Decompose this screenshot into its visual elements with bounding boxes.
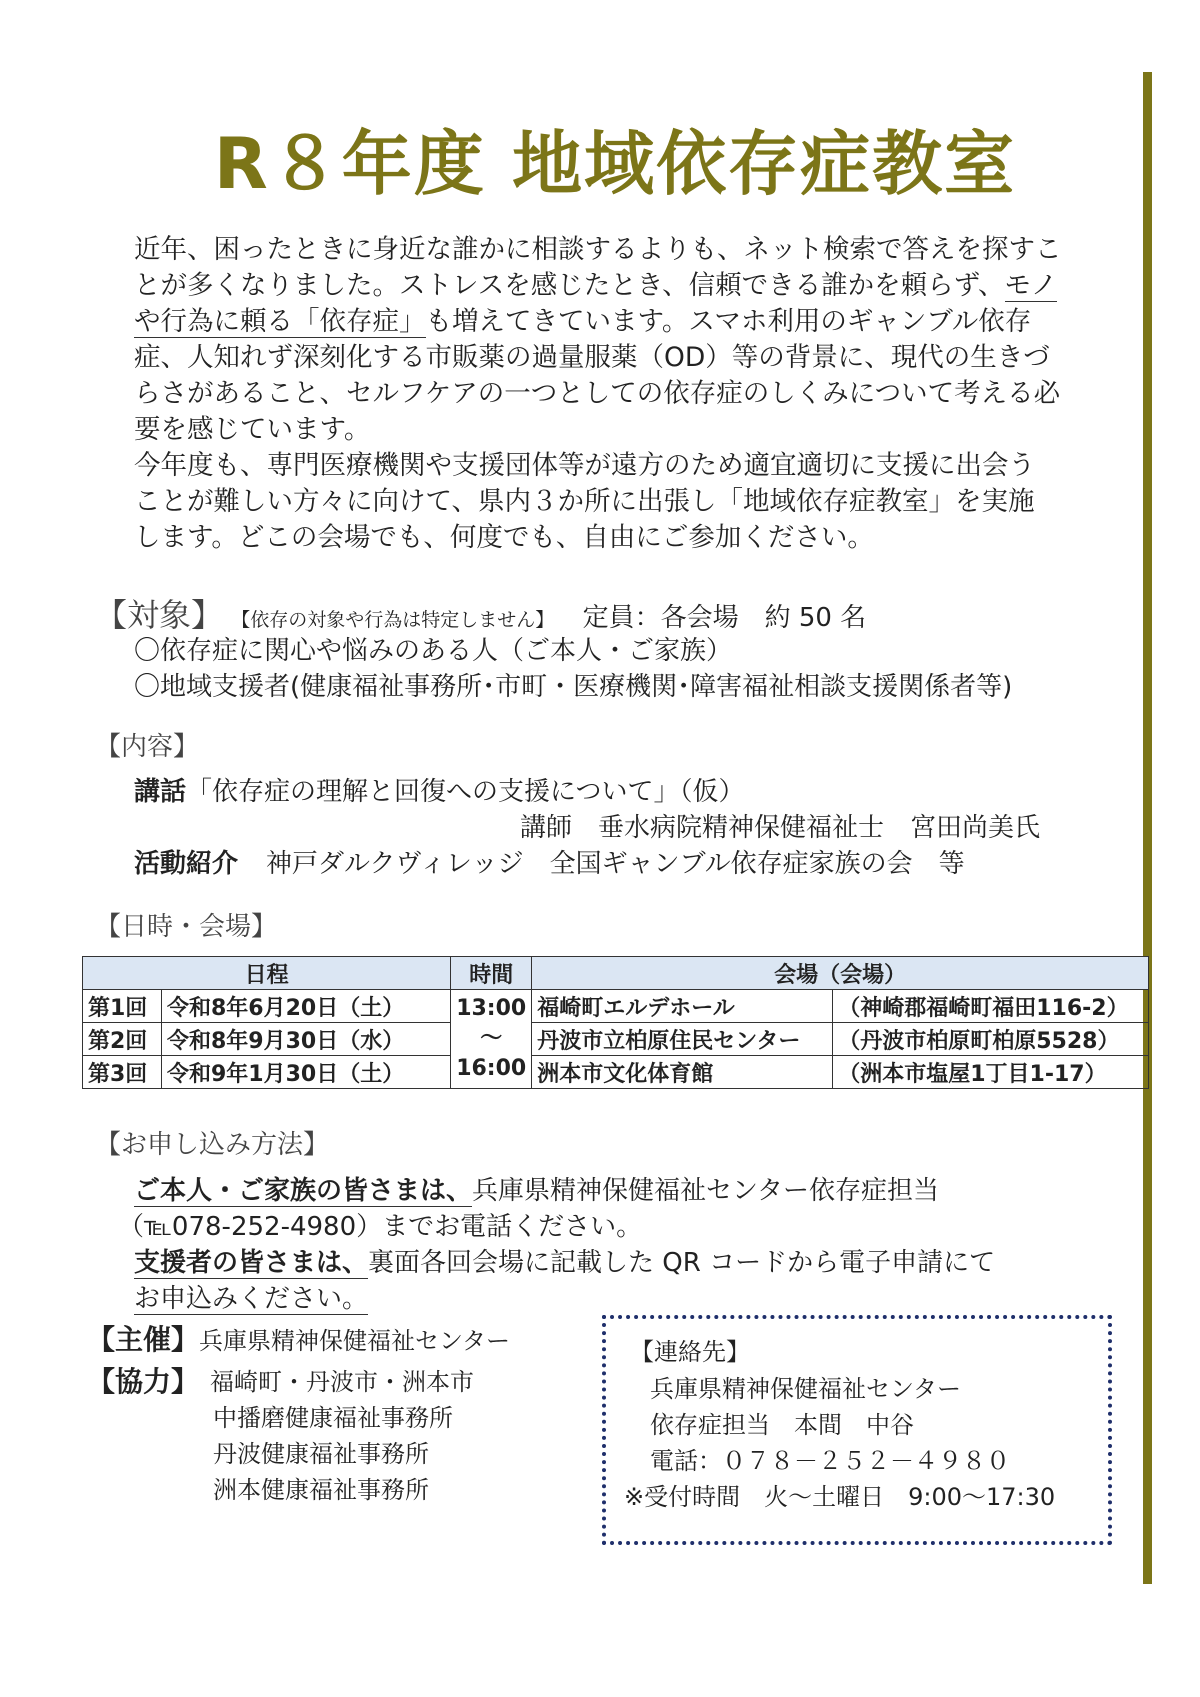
intro-line: 近年、困ったときに身近な誰かに相談するよりも、ネット検索で答えを探すこ (134, 234, 1062, 265)
organizer-line (87, 1318, 510, 1358)
support-text: 裏面各回会場に記載した QR コードから電子申請にて (368, 1248, 996, 1278)
lecture-title: 「依存症の理解と回復への支援について」（仮） (186, 777, 745, 807)
intro-line: とが多くなりました。ストレスを感じたとき、信頼できる誰かを頼らず、モノ (134, 270, 1058, 301)
content-heading: 【内容】 (95, 732, 200, 762)
target-heading: 【対象】 (95, 596, 224, 634)
venue-address: （丹波市柏原町柏原5528） (833, 1023, 1149, 1056)
side-accent-bar (1143, 72, 1152, 1584)
session-date: 令和8年9月30日（水） (162, 1023, 451, 1056)
intro-line: します。どこの会場でも、何度でも、自由にご参加ください。 (134, 522, 874, 553)
support-label: 支援者の皆さまは、 (134, 1248, 369, 1278)
contact-staff: 依存症担当 本間 中谷 (650, 1411, 914, 1439)
contact-org: 兵庫県精神保健福祉センター (650, 1375, 962, 1403)
table-header-row (83, 957, 1149, 990)
underlined-text: モノ (1004, 270, 1058, 301)
organizer-name: 兵庫県精神保健福祉センター (199, 1327, 511, 1355)
schedule-table (82, 956, 1149, 1089)
table-row (83, 1056, 1149, 1089)
cooperation-item: 洲本健康福祉事務所 (213, 1476, 429, 1504)
cooperation-item: 丹波健康福祉事務所 (213, 1440, 429, 1468)
self-label: ご本人・ご家族の皆さまは、 (134, 1176, 473, 1206)
target-item: 〇依存症に関心や悩みのある人（ご本人・ご家族） (134, 636, 733, 666)
cooperation-label: 【協力】 (87, 1365, 200, 1398)
column-header: 日程 (83, 957, 451, 990)
session-no: 第3回 (83, 1056, 162, 1089)
intro-line: 症、人知れず深刻化する市販薬の過量服薬（OD）等の背景に、現代の生きづ (134, 342, 1050, 373)
apply-support-line (134, 1242, 995, 1279)
intro-text (134, 232, 1094, 556)
contact-heading: 【連絡先】 (630, 1338, 750, 1366)
session-date: 令和9年1月30日（土） (162, 1056, 451, 1089)
target-note: 【依存の対象や行為は特定しません】 (231, 609, 555, 631)
apply-heading: 【お申し込み方法】 (95, 1130, 330, 1160)
lecture-line (134, 771, 745, 808)
page-title: R８年度 地域依存症教室 (213, 123, 1017, 205)
session-no: 第2回 (83, 1023, 162, 1056)
capacity-text: 定員：各会場 約 50 名 (582, 603, 867, 633)
intro-line: 今年度も、専門医療機関や支援団体等が遠方のため適宜適切に支援に出会う (134, 450, 1035, 481)
intro-line: らさがあること、セルフケアの一つとしての依存症のしくみについて考える必 (134, 378, 1061, 409)
schedule-heading: 【日時・会場】 (95, 912, 278, 942)
intro-line: 要を感じています。 (134, 414, 371, 445)
lecturer-text: 講師 垂水病院精神保健福祉士 宮田尚美氏 (520, 813, 1041, 843)
cooperation-item: 中播磨健康福祉事務所 (213, 1404, 453, 1432)
cooperation-item: 福崎町・丹波市・洲本市 (210, 1368, 474, 1396)
apply-self-line (134, 1170, 939, 1207)
self-phone: （℡078-252-4980）までお電話ください。 (118, 1212, 643, 1242)
self-text: 兵庫県精神保健福祉センター依存症担当 (472, 1176, 939, 1206)
column-header: 時間 (451, 957, 532, 990)
contact-phone: 電話：０７８－２５２－４９８０ (650, 1447, 1010, 1475)
intro-line: や行為に頼る「依存症」も増えてきています。スマホ利用のギャンブル依存 (134, 306, 1032, 337)
activity-label: 活動紹介 (134, 849, 239, 879)
time-cell: 13:00 ～ 16:00 (451, 990, 532, 1089)
venue-name: 福崎町エルデホール (532, 990, 833, 1023)
venue-name: 洲本市文化体育館 (532, 1056, 833, 1089)
contact-box (602, 1315, 1112, 1545)
lecture-label: 講話 (134, 777, 187, 807)
contact-hours: ※受付時間 火～土曜日 9:00～17:30 (624, 1483, 1056, 1511)
target-item: 〇地域支援者(健康福祉事務所･市町・医療機関･障害福祉相談支援関係者等) (134, 672, 1013, 702)
support-text-2: お申込みください。 (134, 1284, 369, 1314)
activity-line (134, 843, 965, 880)
intro-line: ことが難しい方々に向けて、県内３か所に出張し「地域依存症教室」を実施 (134, 486, 1035, 517)
session-no: 第1回 (83, 990, 162, 1023)
session-date: 令和8年6月20日（土） (162, 990, 451, 1023)
underlined-text: や行為に頼る「依存症」 (134, 306, 426, 337)
venue-name: 丹波市立柏原住民センター (532, 1023, 833, 1056)
organizer-label: 【主催】 (87, 1323, 200, 1356)
venue-address: （洲本市塩屋1丁目1-17） (833, 1056, 1149, 1089)
table-row (83, 990, 1149, 1023)
activity-text: 神戸ダルクヴィレッジ 全国ギャンブル依存症家族の会 等 (266, 849, 965, 879)
column-header: 会場（会場） (532, 957, 1149, 990)
table-row (83, 1023, 1149, 1056)
venue-address: （神崎郡福崎町福田116-2） (833, 990, 1149, 1023)
